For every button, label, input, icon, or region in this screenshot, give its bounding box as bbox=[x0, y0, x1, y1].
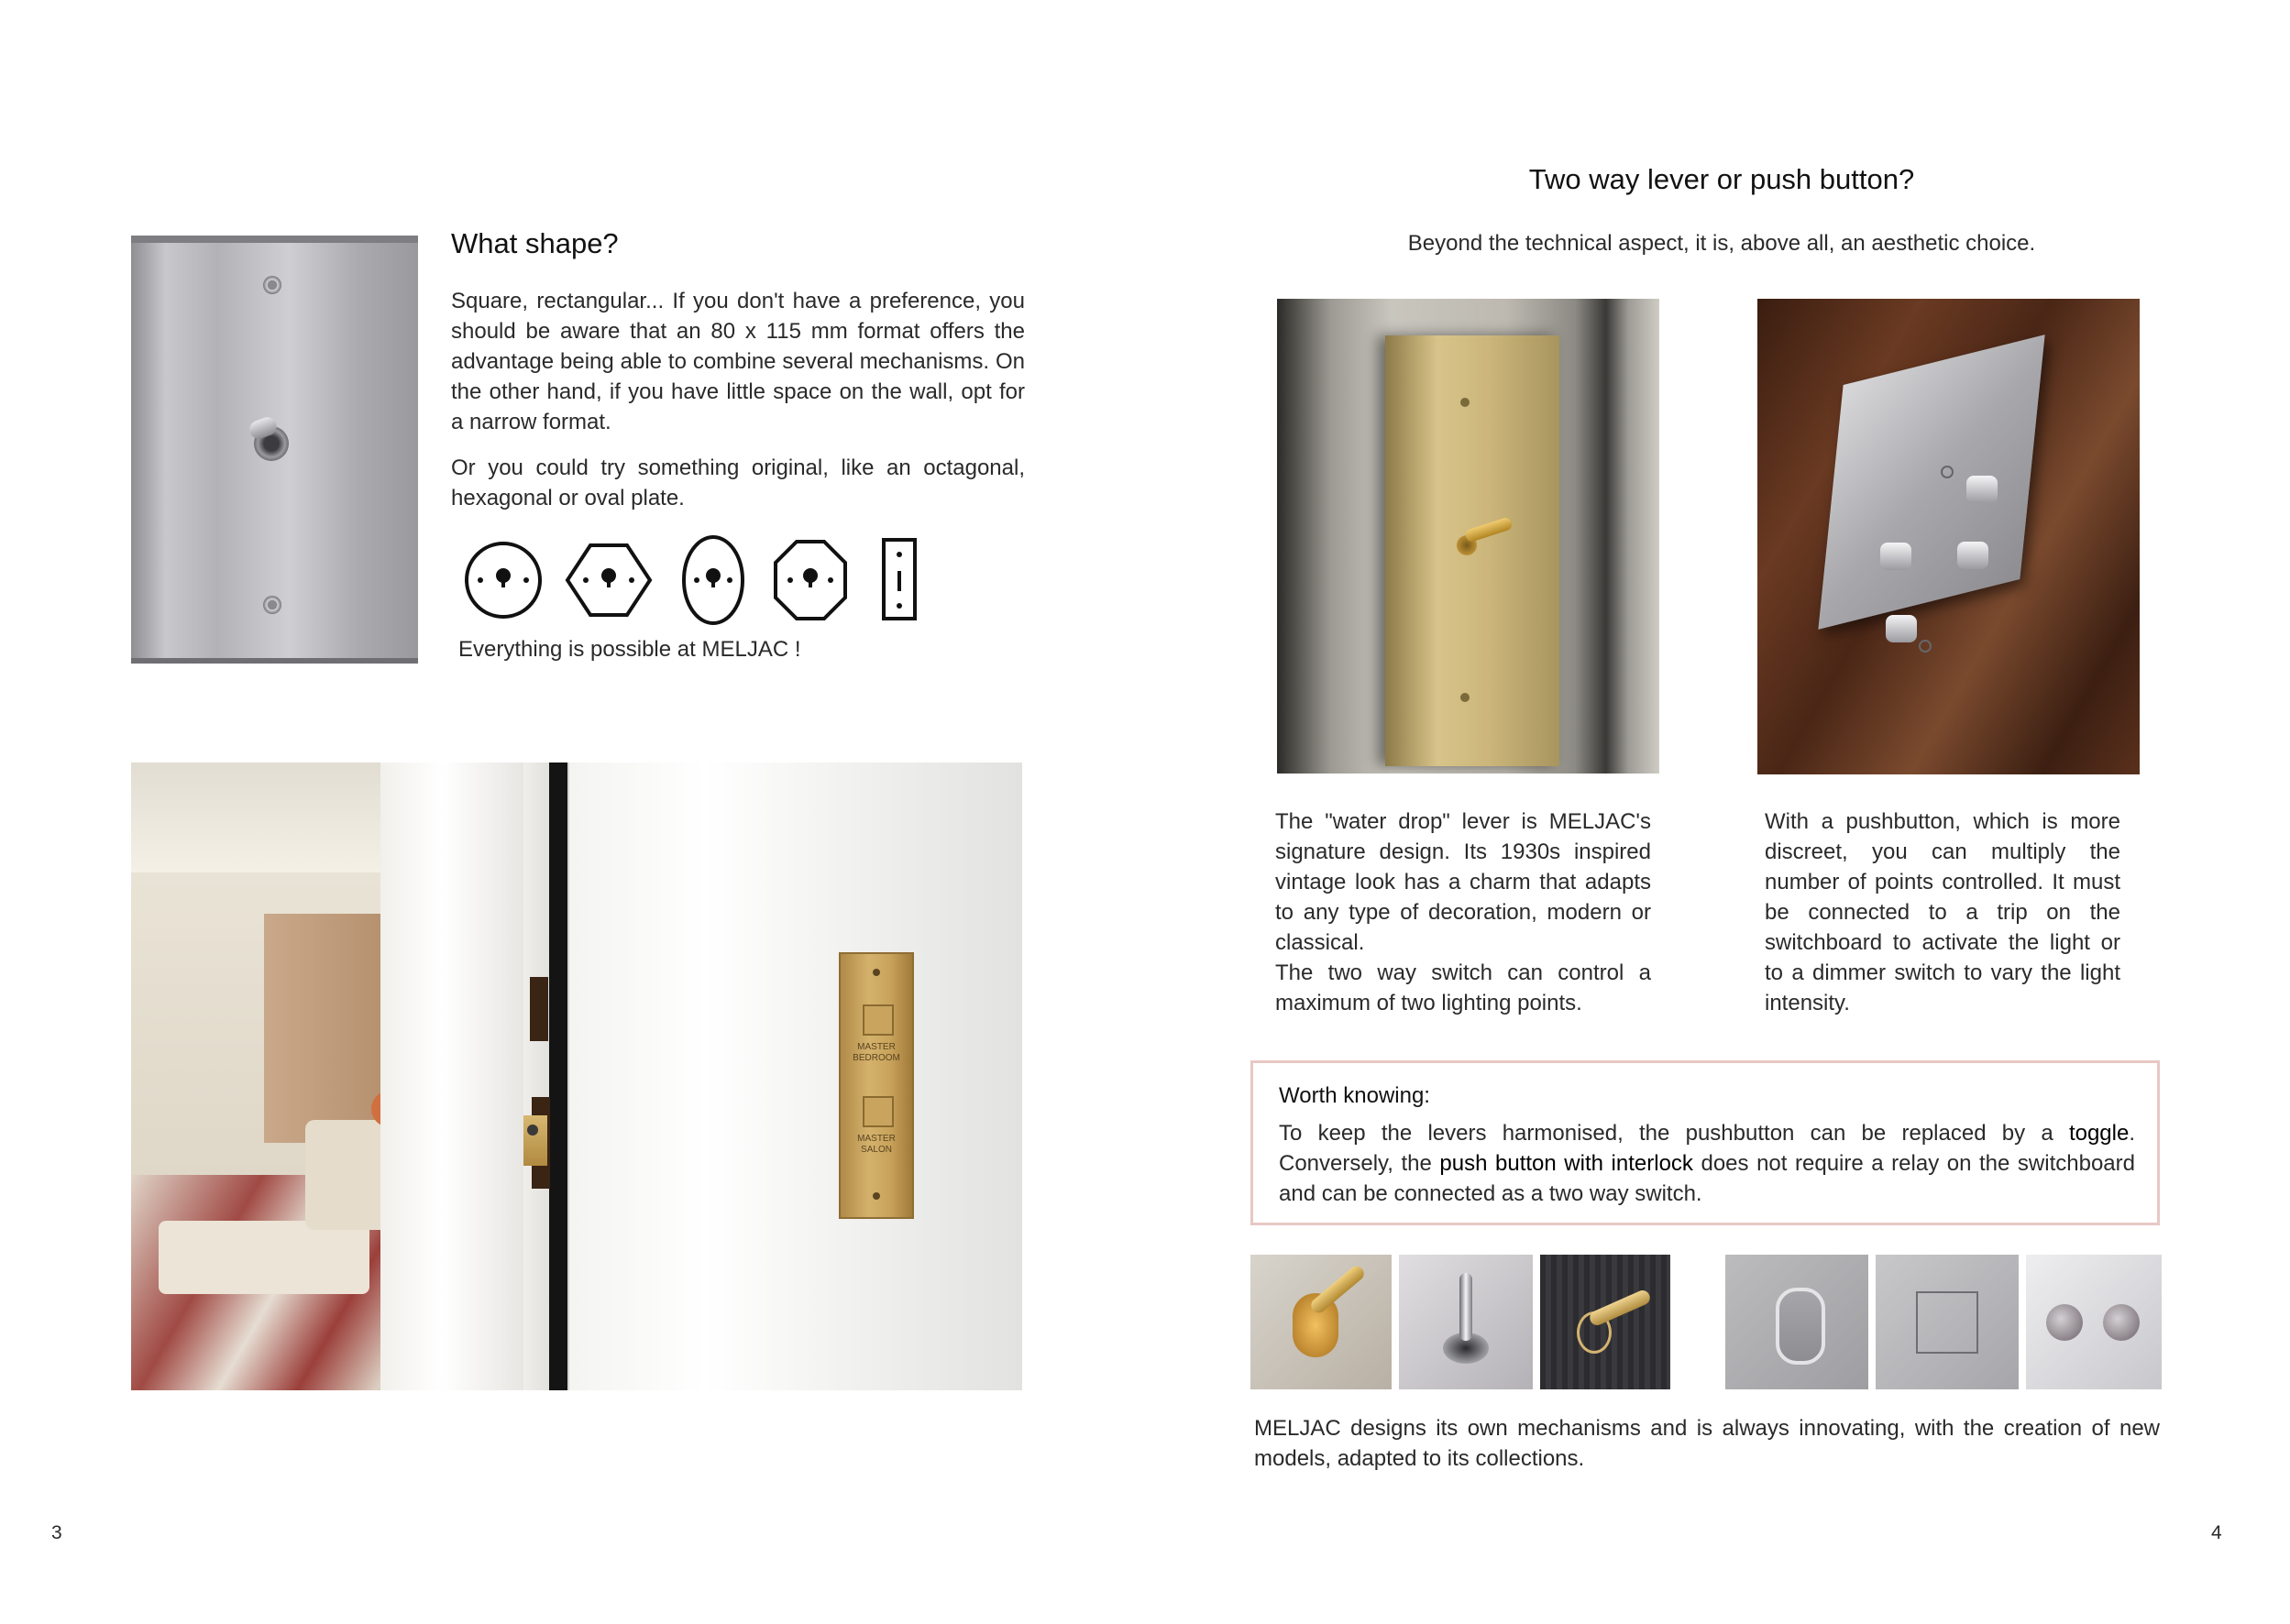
narrow-plate-icon bbox=[884, 540, 915, 619]
plate-shapes-row bbox=[462, 534, 939, 626]
push-button-icon bbox=[1886, 615, 1917, 642]
octagon-plate-icon bbox=[776, 542, 845, 619]
mechanisms-footer-text: MELJAC designs its own mechanisms and is always innovating, with the creation of new models, adapted to its collections. bbox=[1254, 1416, 2160, 1471]
worth-bold-interlock: push button with interlock bbox=[1439, 1151, 1693, 1176]
lever-description bbox=[1275, 807, 1651, 1018]
page-number-left: 3 bbox=[51, 1522, 62, 1543]
switch-label-salon: MASTER SALON bbox=[857, 1134, 896, 1155]
lever-push-heading: Two way lever or push button? bbox=[1528, 163, 1915, 195]
oval-plate-icon bbox=[684, 537, 743, 623]
worth-knowing-title-text: Worth knowing bbox=[1279, 1083, 1425, 1108]
pushbutton-description: With a pushbutton, which is more discreet, you can multiply the number of points controlled. It must be connected to a trip on the switchboard to activate the light or to a dimmer switch to vary the light intensity. bbox=[1765, 809, 2120, 1015]
chrome-lever-thumb bbox=[1399, 1255, 1533, 1389]
push-button-icon bbox=[1880, 543, 1911, 570]
double-push-thumb bbox=[2026, 1255, 2162, 1389]
rectangular-plate-photo bbox=[131, 236, 418, 664]
shape-caption: Everything is possible at MELJAC ! bbox=[458, 637, 801, 662]
shape-paragraph-2: Or you could try something original, like an octagonal, hexagonal or oval plate. bbox=[451, 455, 1025, 510]
worth-text-2: . Conversely, the bbox=[1279, 1121, 2135, 1176]
worth-knowing-colon: : bbox=[1424, 1083, 1430, 1108]
shape-heading: What shape? bbox=[451, 227, 619, 259]
oval-push-thumb bbox=[1725, 1255, 1868, 1389]
brass-lever-switch-photo bbox=[1277, 299, 1659, 774]
square-push-thumb bbox=[1876, 1255, 2019, 1389]
worth-knowing-title bbox=[1279, 1083, 1430, 1109]
page-number-right: 4 bbox=[2211, 1522, 2222, 1543]
worth-knowing-text bbox=[1279, 1118, 2135, 1209]
worth-text-1: To keep the levers harmonised, the pushbutton can be replaced by a bbox=[1279, 1121, 2069, 1146]
round-plate-icon bbox=[467, 543, 540, 617]
push-button-icon bbox=[1966, 476, 1998, 503]
interior-room-photo bbox=[131, 763, 1022, 1390]
dark-lever-thumb bbox=[1540, 1255, 1670, 1389]
steel-pushbutton-plate-photo bbox=[1757, 299, 2140, 774]
hexagon-plate-icon bbox=[567, 545, 650, 615]
screw-icon bbox=[263, 276, 281, 294]
gold-lever-thumb bbox=[1250, 1255, 1392, 1389]
worth-text-3: does not require a relay on the switchboard and can be connected as a two way switch. bbox=[1279, 1151, 2135, 1206]
worth-knowing-box bbox=[1250, 1060, 2160, 1225]
shape-paragraph-1: Square, rectangular... If you don't have a preference, you should be aware that an 80 x 115 mm format offers the advantage being able to combine several mechanisms. On the other hand, if you have little space on the wall, opt for a narrow format. bbox=[451, 289, 1025, 434]
switch-label-bedroom: MASTER BEDROOM bbox=[853, 1042, 900, 1063]
lever-text-1: The "water drop" lever is MELJAC's signature design. Its 1930s inspired vintage look has a charm that adapts to any type of decoration, modern or classical. bbox=[1275, 809, 1651, 955]
push-button-icon bbox=[1957, 542, 1988, 569]
screw-icon bbox=[263, 596, 281, 614]
worth-bold-toggle: toggle bbox=[2068, 1121, 2130, 1146]
lever-push-subtitle: Beyond the technical aspect, it is, above all, an aesthetic choice. bbox=[1407, 231, 2036, 256]
brass-push-plate bbox=[839, 952, 914, 1219]
lever-text-2: The two way switch can control a maximum of two lighting points. bbox=[1275, 960, 1651, 1015]
